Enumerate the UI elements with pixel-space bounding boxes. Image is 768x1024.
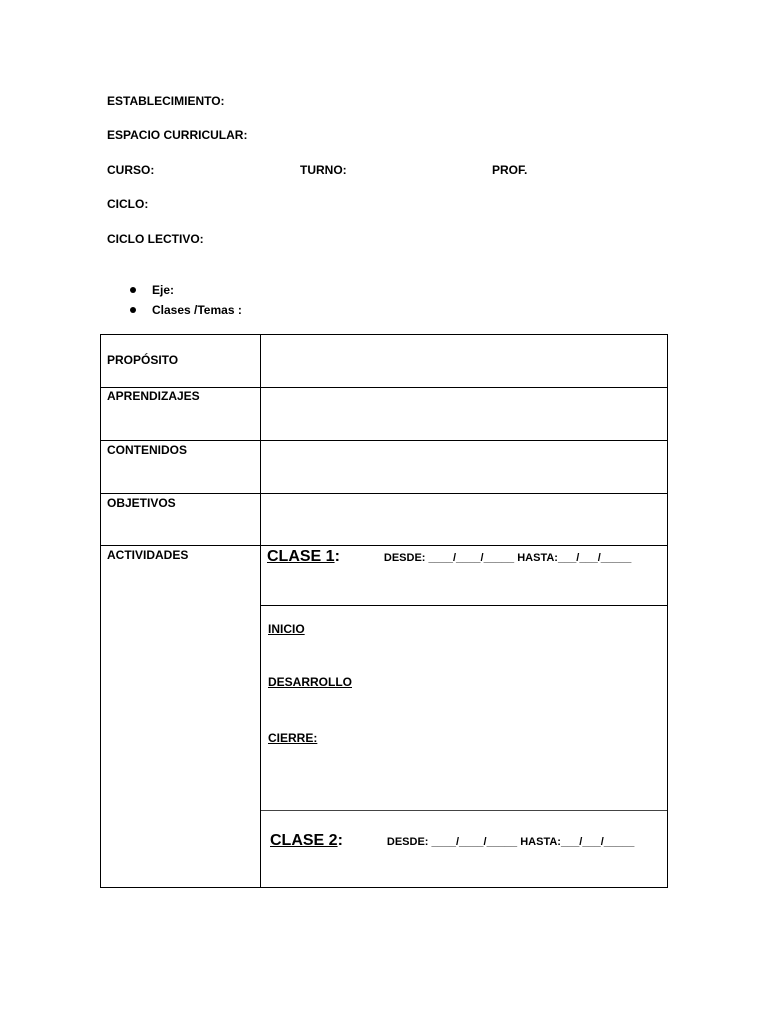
- cierre-heading: CIERRE:: [268, 731, 318, 745]
- row-divider: [101, 440, 667, 441]
- prof-label: PROF.: [492, 163, 528, 177]
- clase2-title: CLASE 2:: [270, 832, 343, 849]
- row-label-aprendizajes: APRENDIZAJES: [107, 389, 200, 403]
- row-label-actividades: ACTIVIDADES: [107, 548, 189, 562]
- turno-label: TURNO:: [300, 163, 347, 177]
- row-divider: [101, 493, 667, 494]
- list-item: [128, 282, 242, 302]
- clase1-dates: DESDE: ____/____/_____ HASTA:___/___/_____: [383, 552, 632, 564]
- espacio-curricular-label: ESPACIO CURRICULAR:: [107, 128, 248, 142]
- establecimiento-label: ESTABLECIMIENTO:: [107, 94, 225, 108]
- clase1-header: [267, 548, 631, 566]
- ciclo-lectivo-label: CICLO LECTIVO:: [107, 232, 204, 246]
- planning-table: [100, 334, 668, 888]
- row-label-objetivos: OBJETIVOS: [107, 496, 176, 510]
- clases-temas-label: Clases /Temas :: [152, 303, 242, 317]
- row-label-contenidos: CONTENIDOS: [107, 443, 188, 457]
- clase1-title: CLASE 1:: [267, 548, 340, 565]
- row-label-proposito: PROPÓSITO: [107, 353, 179, 367]
- clase2-dates: DESDE: ____/____/_____ HASTA:___/___/_____: [386, 836, 635, 848]
- bullet-list: [128, 282, 242, 322]
- clase2-header: [270, 832, 634, 850]
- clase1-divider: [261, 605, 667, 606]
- curso-label: CURSO:: [107, 163, 155, 177]
- inicio-heading: INICIO: [268, 622, 305, 636]
- row-divider: [101, 387, 667, 388]
- list-item: [128, 302, 242, 322]
- column-divider: [260, 335, 261, 887]
- row-divider: [101, 545, 667, 546]
- bullet-icon: [130, 287, 136, 293]
- clase2-divider: [261, 810, 667, 811]
- ciclo-label: CICLO:: [107, 197, 149, 211]
- desarrollo-heading: DESARROLLO: [268, 675, 352, 689]
- bullet-icon: [130, 307, 136, 313]
- eje-label: Eje:: [152, 283, 175, 297]
